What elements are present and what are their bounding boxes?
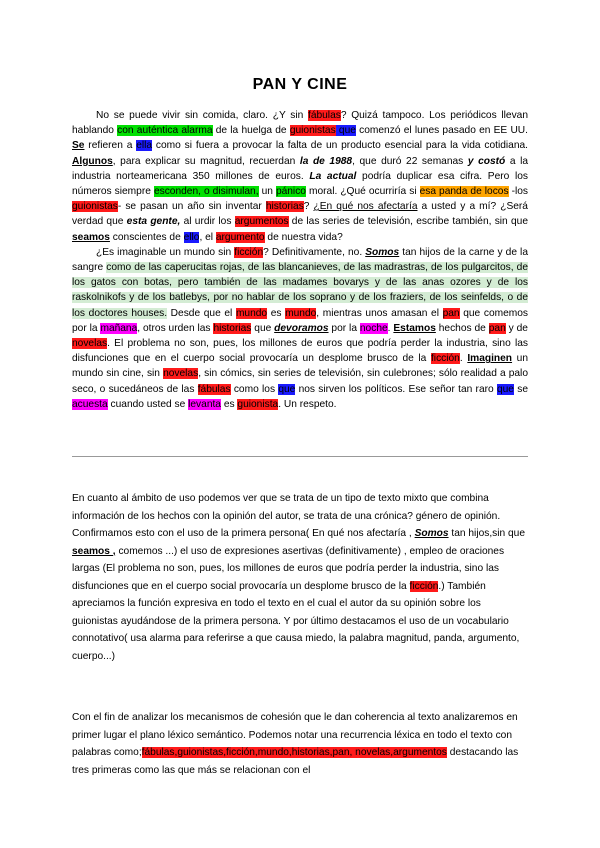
- text-span: comemos ...) el uso de expresiones asertivas (definitivamente) , empleo de oraciones largas (El problema no son, pues, los millones de euros que podría perder la industria, sino las disfunciones que en el cuerpo social provocaría un desplome brusco de la: [72, 545, 505, 592]
- text-span: Desde que el: [167, 307, 236, 319]
- text-span: como los: [230, 383, 279, 395]
- text-span: . Un respeto.: [278, 398, 337, 410]
- text-span: ? Quizá tampoco. Los periódicos llevan hablando: [72, 110, 528, 137]
- text-span: , sin cómics, sin series de televisión, sin culebrones; sólo realidad a palo seco, o sucedáneos de las: [72, 368, 528, 395]
- essay-paragraph-2: [72, 245, 528, 412]
- text-span: , el: [199, 231, 216, 243]
- text-span: como si fuera a provocar la falta de un producto esencial para la vida cotidiana.: [152, 140, 528, 152]
- highlighted-span: que: [496, 383, 514, 395]
- text-span: y de: [505, 322, 528, 334]
- text-span: que comemos por la: [72, 307, 529, 334]
- text-span: ¿Es imaginable un mundo sin: [96, 246, 235, 258]
- document-title: PAN Y CINE: [252, 76, 348, 93]
- text-span: ?: [303, 201, 314, 213]
- highlighted-span: levanta: [188, 398, 221, 410]
- text-span: , para explicar su magnitud, recuerdan: [112, 155, 300, 167]
- highlighted-span: que: [278, 383, 296, 395]
- highlighted-span: y costó: [467, 155, 506, 167]
- highlighted-span: noche: [359, 322, 388, 334]
- highlighted-span: fábulas: [197, 383, 231, 395]
- highlighted-span: ella: [136, 140, 153, 152]
- highlighted-span: guionistas: [72, 201, 118, 213]
- highlighted-span: ficción: [409, 580, 439, 592]
- highlighted-span: pan: [442, 307, 460, 319]
- text-span: refieren a: [84, 140, 137, 152]
- highlighted-span: con auténtica alarma: [117, 125, 213, 137]
- text-span: de la huelga de: [212, 125, 290, 137]
- analysis-paragraph-1: [72, 490, 528, 665]
- highlighted-span: esconden, o disimulan,: [153, 186, 259, 198]
- text-span: - se pasan un año sin inventar: [117, 201, 266, 213]
- highlighted-span: Imaginen: [467, 353, 513, 365]
- highlighted-span: ficción: [234, 246, 264, 258]
- highlighted-span: seamos ,: [72, 545, 116, 557]
- highlighted-span: la de 1988: [299, 155, 353, 167]
- text-span: cuando usted se: [107, 398, 189, 410]
- text-span: podría duplicar esa cifra. Pero los números siempre: [72, 170, 528, 198]
- text-span: .: [387, 322, 394, 334]
- text-span: destacando las tres primeras como las que más se relacionan con el: [72, 747, 519, 776]
- highlighted-span: que: [338, 125, 356, 137]
- text-span: , que duró 22 semanas: [352, 155, 468, 167]
- text-span: No se puede vivir sin comida, claro. ¿Y sin: [96, 110, 308, 121]
- text-span: un: [258, 186, 276, 198]
- text-span: es: [220, 398, 238, 410]
- text-span: tan hijos de la carne y de la sangre: [72, 246, 528, 274]
- highlighted-span: Somos: [365, 246, 400, 258]
- text-span: de las series de televisión, escribe también, sin que: [288, 216, 528, 228]
- analysis-paragraph-2: [72, 709, 528, 779]
- analysis-cohesion: [72, 709, 528, 779]
- text-span: a la industria norteamericana 350 millones de euros.: [72, 155, 529, 182]
- highlighted-span: Algunos: [72, 155, 113, 167]
- text-span: .) También apreciamos la función expresiva en todo el texto en el cual el autor da su opinión sobre los guionistas ayudándose de la primera persona. Y por último destacamos el uso de un vocabulario connotativo( usa alarma para referirse a que causa miedo, la palabra magnitud, panda, argumento, cuerpo...): [72, 580, 520, 662]
- text-span: es: [267, 307, 286, 319]
- highlighted-span: guionistas: [289, 125, 336, 137]
- highlighted-span: seamos: [72, 231, 110, 243]
- highlighted-span: como de las caperucitas rojas, de las blancanieves, de las madrastras, de los pulgarcitos, de los gatos con botas, pero también de las madames bovarys y de las anas ozores y de los raskolnikofs y de los batlebys, por no hablar de los soprano y de los fraziers, de los seinfelds, o de los doctores houses.: [72, 262, 528, 319]
- highlighted-span: Somos: [414, 528, 449, 539]
- text-span: -los: [508, 186, 529, 198]
- text-span: un mundo sin cine, sin: [72, 353, 528, 380]
- highlighted-span: mundo: [235, 307, 268, 319]
- essay-paragraph-1: [72, 108, 528, 245]
- text-span: de nuestra vida?: [264, 231, 343, 243]
- highlighted-span: acuesta: [72, 398, 108, 410]
- text-span: por la: [328, 322, 360, 334]
- text-span: moral. ¿Qué ocurriría si: [305, 186, 420, 198]
- text-span: al urdir los: [180, 216, 235, 228]
- highlighted-span: mundo: [285, 307, 317, 319]
- text-span: conscientes de: [109, 231, 184, 243]
- highlighted-span: historias: [213, 322, 252, 334]
- highlighted-span: fábulas,guionistas,ficción,mundo,historias,pan, novelas,argumentos: [141, 747, 447, 758]
- text-span: ? Definitivamente, no.: [263, 246, 366, 258]
- highlighted-span: ¿En qué nos afectaría: [313, 201, 418, 213]
- highlighted-span: Se: [72, 140, 85, 152]
- highlighted-span: ficción: [430, 353, 460, 365]
- highlighted-span: Estamos: [393, 322, 436, 334]
- highlighted-span: mañana: [100, 322, 138, 334]
- text-span: Con el fin de analizar los mecanismos de cohesión que le dan coherencia al texto analizaremos en primer lugar el plano léxico semántico. Podemos notar una recurrencia léxica en todo el texto con palabras como;: [72, 712, 518, 758]
- highlighted-span: historias: [265, 201, 304, 213]
- highlighted-span: guionista: [237, 398, 279, 410]
- highlighted-span: novelas: [72, 338, 108, 350]
- highlighted-span: ello: [183, 231, 200, 243]
- highlighted-span: devoramos: [274, 322, 329, 334]
- highlighted-span: pan: [488, 322, 506, 334]
- highlighted-span: La actual: [309, 170, 357, 182]
- text-span: nos sirven los políticos. Ese señor tan raro: [295, 383, 497, 395]
- highlighted-span: argumento: [215, 231, 265, 243]
- text-span: se: [513, 383, 528, 395]
- text-span: a usted y a mí? ¿Será verdad que: [72, 201, 528, 228]
- text-span: . El problema no son, pues, los millones de euros que podría perder la industria, sino las disfunciones que en el cuerpo social provocaría un desplome brusco de la: [72, 338, 528, 365]
- highlighted-span: esa panda de locos: [419, 186, 509, 198]
- text-span: , otros urden las: [137, 322, 214, 334]
- essay-text: [72, 108, 528, 412]
- text-span: hechos de: [435, 322, 489, 334]
- text-span: .: [459, 353, 468, 365]
- section-divider: [72, 456, 528, 457]
- highlighted-span: esta gente,: [126, 216, 181, 228]
- text-span: En cuanto al ámbito de uso podemos ver que se trata de un tipo de texto mixto que combina información de los hechos con la opinión del autor, se trata de una crónica? género de opinión. Confirmamos esto con el uso de la primera persona( En qué nos afectaría ,: [72, 493, 501, 539]
- highlighted-span: pánico: [275, 186, 306, 198]
- highlighted-span: argumentos: [234, 216, 289, 228]
- highlighted-span: novelas: [163, 368, 199, 380]
- text-span: , mientras unos amasan el: [316, 307, 443, 319]
- analysis-register: [72, 490, 528, 665]
- text-span: tan hijos,sin que: [448, 528, 526, 539]
- text-span: que: [251, 322, 275, 334]
- text-span: comenzó el lunes pasado en EE UU.: [355, 125, 528, 137]
- highlighted-span: fábulas: [307, 110, 341, 121]
